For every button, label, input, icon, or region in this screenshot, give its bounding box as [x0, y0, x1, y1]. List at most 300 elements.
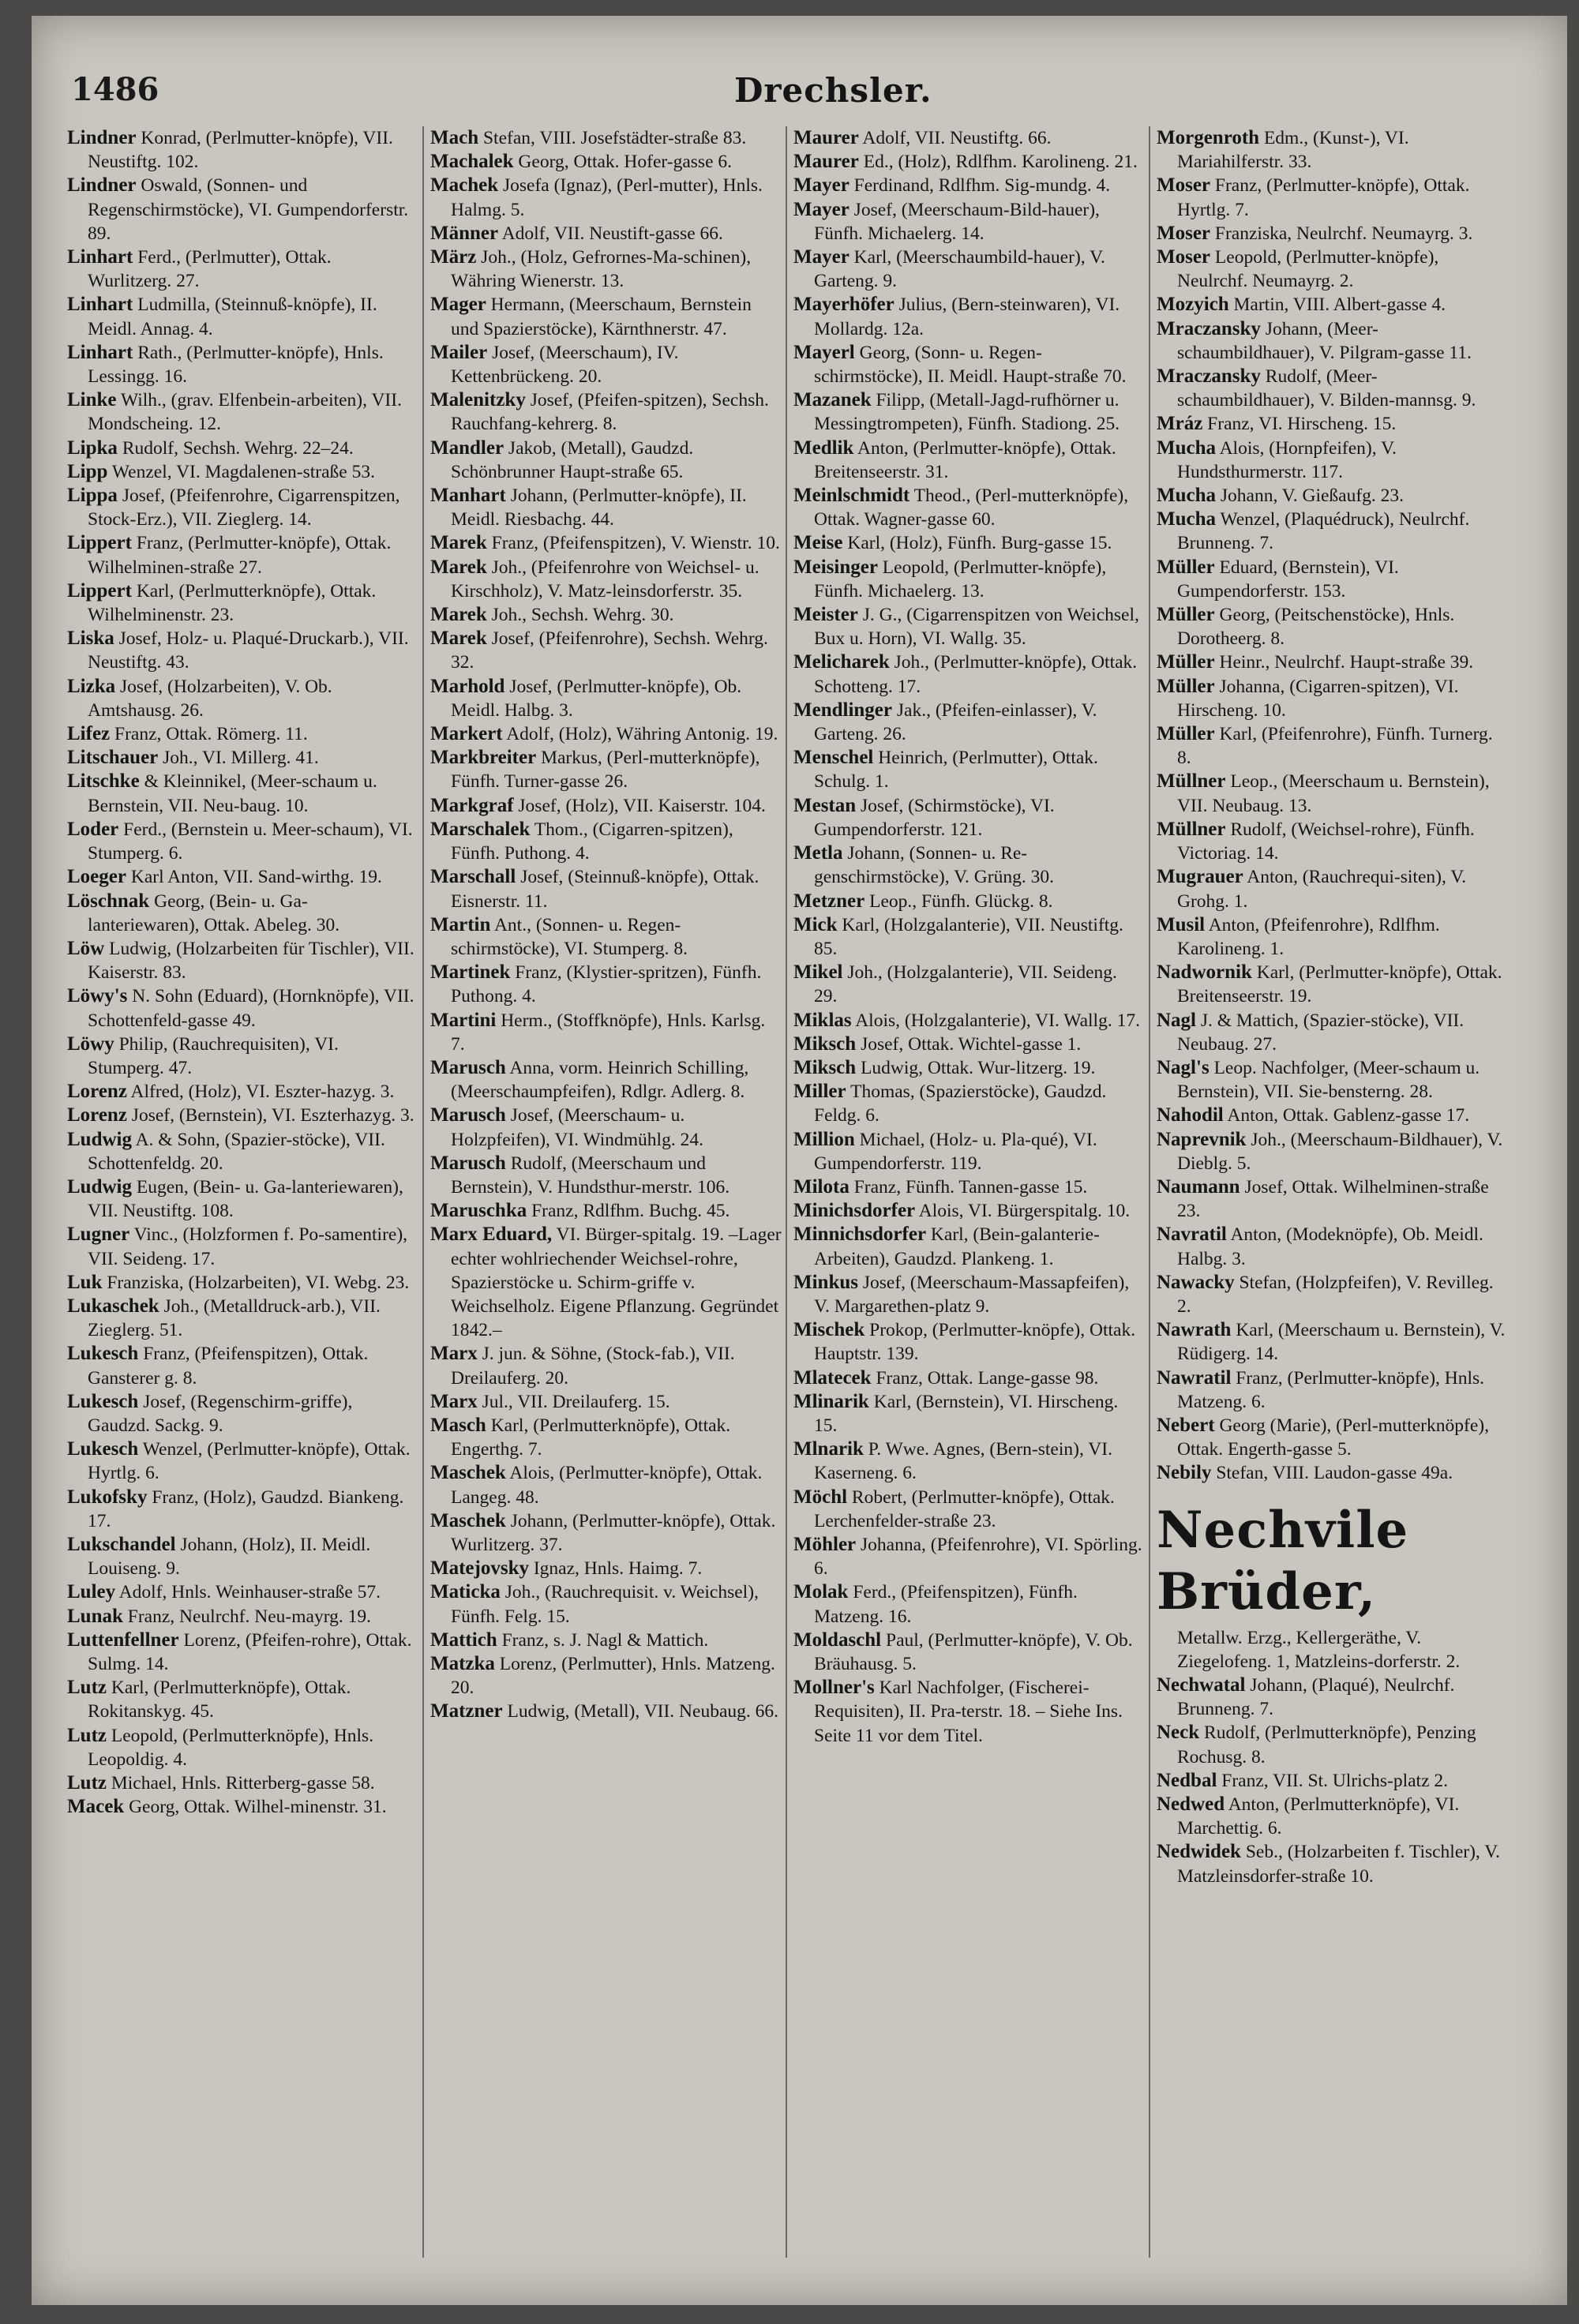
directory-entry — [1157, 484, 1508, 508]
entry-surname: Moser — [1157, 174, 1211, 197]
entry-details: Josef, (Schirmstöcke), VI. Gumpendorferstr. 121. — [814, 795, 1055, 840]
entry-details: Josef, (Steinnuß-knöpfe), Ottak. Eisnerstr. 11. — [451, 867, 759, 912]
entry-details: Adolf, VII. Neustiftg. 66. — [858, 128, 1052, 148]
entry-details: Georg, Ottak. Hofer-gasse 6. — [513, 152, 732, 173]
entry-details: Johann, (Meer-schaumbildhauer), V. Pilgram-gasse 11. — [1177, 318, 1472, 363]
entry-surname: Lukesch — [67, 1390, 139, 1412]
directory-entry — [793, 1676, 1145, 1748]
entry-details: Rath., (Perlmutter-knöpfe), Hnls. Lessingg. 16. — [88, 342, 384, 388]
directory-entry — [67, 984, 418, 1032]
entry-surname: Minnichsdorfer — [793, 1224, 927, 1246]
entry-surname: Meisinger — [793, 556, 878, 578]
entry-details: Joh., VI. Millerg. 41. — [158, 748, 319, 769]
entry-details: Josef, (Pfeifenrohre), Sechsh. Wehrg. 32. — [451, 628, 768, 673]
directory-entry — [430, 627, 782, 674]
entry-details: Anton, Ottak. Gablenz-gasse 17. — [1223, 1105, 1470, 1126]
entry-surname: Martini — [430, 1009, 497, 1031]
entry-surname: Löw — [67, 937, 105, 959]
entry-surname: Lippa — [67, 485, 118, 507]
entry-surname: Lorenz — [67, 1104, 127, 1126]
entry-details: Konrad, (Perlmutter-knöpfe), VII. Neustiftg. 102. — [88, 128, 393, 173]
entry-surname: Machek — [430, 174, 499, 197]
entry-surname: Mayer — [793, 198, 850, 220]
entry-details: Karl, (Holzgalanterie), VII. Neustiftg. 85. — [814, 914, 1123, 959]
entry-surname: Lippert — [67, 579, 132, 602]
entry-surname: Morgenroth — [1157, 127, 1260, 148]
entry-details: Franz, (Perlmutter-knöpfe), Hnls. Matzeng. 6. — [1177, 1367, 1485, 1412]
entry-details: Johann, (Perlmutter-knöpfe), Ottak. Wurlitzerg. 37. — [451, 1510, 776, 1555]
directory-entry — [430, 1629, 782, 1652]
entry-surname: Mozyich — [1157, 294, 1229, 316]
directory-entry — [430, 794, 782, 818]
entry-surname: Menschel — [793, 747, 874, 769]
entry-surname: Mayer — [793, 246, 850, 268]
entry-surname: Marschall — [430, 866, 516, 888]
directory-entry — [793, 174, 1145, 197]
directory-entry — [1157, 1318, 1508, 1366]
entry-details: Josef, (Pfeifenrohre, Cigarrenspitzen, Stock-Erz.), VII. Zieglerg. 14. — [88, 485, 400, 530]
entry-surname: Lindner — [67, 174, 137, 197]
directory-entry — [67, 388, 418, 436]
entry-details: Karl, (Bernstein), VI. Hirscheng. 15. — [814, 1391, 1119, 1436]
directory-entry — [67, 293, 418, 340]
entry-details: Josef, (Meerschaum-Massapfeifen), V. Margarethen-platz 9. — [814, 1272, 1130, 1317]
entry-surname: Linhart — [67, 294, 133, 316]
directory-entry — [430, 722, 782, 746]
directory-entry — [67, 1795, 418, 1819]
entry-details: Franz, VI. Hirscheng. 15. — [1202, 414, 1397, 435]
entry-details: Filipp, (Metall-Jagd-rufhörner u. Messingtrompeten), Fünfh. Stadiong. 25. — [814, 390, 1120, 435]
directory-entry — [1157, 1056, 1508, 1104]
entry-details: Alois, VI. Bürgerspitalg. 10. — [915, 1201, 1131, 1222]
entry-details: Karl, (Perlmutterknöpfe), Ottak. Wilhelminenstr. 23. — [88, 580, 377, 626]
directory-entry — [430, 913, 782, 961]
entry-details: Karl, (Meerschaumbild-hauer), V. Garteng. 9. — [814, 247, 1105, 292]
entry-details: Johanna, (Pfeifenrohre), VI. Spörling. 6. — [814, 1534, 1142, 1580]
entry-surname: Mazanek — [793, 389, 872, 411]
directory-entry — [793, 746, 1145, 793]
entry-surname: Loder — [67, 818, 119, 840]
entry-surname: Miksch — [793, 1056, 857, 1078]
directory-entry — [430, 388, 782, 436]
entry-surname: Möchl — [793, 1486, 848, 1508]
directory-entry — [1157, 556, 1508, 603]
entry-details: Franz, (Perlmutter-knöpfe), Ottak. Wilhelminen-straße 27. — [88, 533, 392, 578]
directory-entry — [793, 603, 1145, 650]
directory-entry — [1157, 126, 1508, 174]
entry-surname: Müller — [1157, 556, 1215, 578]
entry-details: Martin, VIII. Albert-gasse 4. — [1228, 294, 1446, 316]
entry-details: Anna, vorm. Heinrich Schilling, (Meerschaumpfeifen), Rdlgr. Adlerg. 8. — [451, 1057, 749, 1103]
directory-entry — [793, 293, 1145, 340]
entry-surname: Markert — [430, 723, 503, 745]
entry-details: Karl, (Pfeifenrohre), Fünfh. Turnerg. 8. — [1177, 724, 1493, 769]
entry-surname: Lukofsky — [67, 1486, 148, 1508]
entry-surname: Matejovsky — [430, 1557, 529, 1580]
entry-details: Rudolf, (Meerschaum und Bernstein), V. Hundsthur-merstr. 106. — [451, 1153, 730, 1198]
entry-details: Markus, (Perl-mutterknöpfe), Fünfh. Turner-gasse 26. — [451, 748, 760, 793]
entry-details: Georg (Marie), (Perl-mutterknöpfe), Ottak. Engerth-gasse 5. — [1177, 1415, 1489, 1460]
entry-details: Wilh., (grav. Elfenbein-arbeiten), VII. Mondscheing. 12. — [88, 390, 402, 435]
entry-details: Ferd., (Bernstein u. Meer-schaum), VI. Stumperg. 6. — [88, 819, 413, 864]
entry-surname: Nawrath — [1157, 1319, 1232, 1341]
entry-surname: Marek — [430, 556, 487, 578]
directory-entry — [67, 627, 418, 674]
entry-surname: Million — [793, 1128, 855, 1150]
entry-surname: Metla — [793, 842, 843, 864]
entry-details: Adolf, Hnls. Weinhauser-straße 57. — [115, 1582, 381, 1603]
entry-surname: Nebily — [1157, 1462, 1212, 1484]
entry-details: Franz, Ottak. Lange-gasse 98. — [871, 1367, 1099, 1389]
entry-details: Leopold, (Perlmutterknöpfe), Hnls. Leopoldig. 4. — [88, 1725, 374, 1770]
entry-surname: Mráz — [1157, 413, 1203, 435]
entry-details: Leopold, (Perlmutter-knöpfe), Fünfh. Michaelerg. 13. — [814, 557, 1107, 602]
directory-entry — [1157, 246, 1508, 293]
directory-entry — [793, 341, 1145, 388]
entry-surname: Mlinarik — [793, 1390, 869, 1412]
directory-entry — [67, 1629, 418, 1676]
directory-entry — [793, 1486, 1145, 1533]
directory-entry — [793, 1533, 1145, 1580]
directory-entry — [1157, 675, 1508, 722]
entry-details: J. & Mattich, (Spazier-stöcke), VII. Neubaug. 27. — [1177, 1010, 1465, 1055]
entry-surname: Loeger — [67, 866, 126, 888]
entry-surname: Müller — [1157, 604, 1215, 626]
entry-details: Hermann, (Meerschaum, Bernstein und Spazierstöcke), Kärnthnerstr. 47. — [451, 294, 752, 339]
entry-details: Anton, (Modeknöpfe), Ob. Meidl. Halbg. 3. — [1177, 1224, 1483, 1269]
entry-surname: Marusch — [430, 1152, 506, 1174]
entry-details: Ignaz, Hnls. Haimg. 7. — [528, 1558, 703, 1580]
entry-details: Edm., (Kunst-), VI. Mariahilferstr. 33. — [1177, 128, 1409, 173]
directory-entry — [793, 1009, 1145, 1033]
directory-entry — [793, 150, 1145, 174]
directory-entry — [67, 484, 418, 531]
directory-entry — [67, 579, 418, 627]
entry-surname: Moser — [1157, 246, 1211, 268]
entry-surname: Marhold — [430, 675, 505, 697]
directory-entry — [430, 961, 782, 1008]
directory-entry — [1157, 1175, 1508, 1223]
directory-entry — [67, 770, 418, 817]
column-3 — [793, 126, 1145, 2266]
entry-surname: Malenitzky — [430, 389, 526, 411]
directory-entry — [430, 246, 782, 293]
display-advertisement-name: Nechvile Brüder, — [1157, 1500, 1409, 1621]
entry-surname: Masch — [430, 1414, 486, 1436]
entry-details: Johann, V. Gießaufg. 23. — [1216, 485, 1405, 507]
entry-details: Paul, (Perlmutter-knöpfe), V. Ob. Bräuhausg. 5. — [814, 1629, 1133, 1674]
entry-details: Vinc., (Holzformen f. Po-samentire), VII. Seideng. 17. — [88, 1224, 408, 1269]
entry-details: Joh., Sechsh. Wehrg. 30. — [486, 605, 674, 626]
directory-entry — [430, 865, 782, 913]
entry-surname: Mailer — [430, 341, 488, 363]
entry-details: J. G., (Cigarrenspitzen von Weichsel, Bux u. Horn), VI. Wallg. 35. — [814, 605, 1139, 650]
entry-details: Thom., (Cigarren-spitzen), Fünfh. Puthong. 4. — [451, 819, 733, 864]
directory-entry — [430, 1461, 782, 1509]
entry-details: Theod., (Perl-mutterknöpfe), Ottak. Wagner-gasse 60. — [814, 485, 1129, 530]
entry-surname: Nedwed — [1157, 1794, 1225, 1815]
entry-surname: Marek — [430, 628, 487, 650]
entry-details: Joh., (Metalldruck-arb.), VII. Zieglerg. 51. — [88, 1295, 381, 1341]
entry-details: Ferd., (Perlmutter), Ottak. Wurlitzerg. 27. — [88, 247, 332, 292]
entry-details: Ludwig, (Holzarbeiten für Tischler), VII. Kaiserstr. 83. — [88, 938, 414, 984]
entry-details: Georg, (Sonn- u. Regen-schirmstöcke), II. Meidl. Haupt-straße 70. — [814, 342, 1127, 388]
entry-details: J. jun. & Söhne, (Stock-fab.), VII. Dreilauferg. 20. — [451, 1344, 735, 1389]
directory-entry — [1157, 412, 1508, 436]
directory-entry — [430, 1390, 782, 1414]
entry-surname: Mraczansky — [1157, 365, 1261, 388]
directory-entry — [793, 913, 1145, 961]
entry-surname: Löwy — [67, 1033, 114, 1055]
directory-entry — [430, 1700, 782, 1723]
entry-details: Georg, (Peitschenstöcke), Hnls. Dorotheerg. 8. — [1177, 605, 1455, 650]
directory-entry — [1157, 1009, 1508, 1056]
entry-details: Karl, (Meerschaum u. Bernstein), V. Rüdigerg. 14. — [1177, 1320, 1506, 1365]
directory-entry — [1157, 770, 1508, 817]
directory-entry — [793, 794, 1145, 842]
entry-surname: Müller — [1157, 675, 1215, 697]
entry-details: Julius, (Bern-steinwaren), VI. Mollardg. 12a. — [814, 294, 1120, 339]
entry-surname: Miklas — [793, 1009, 852, 1031]
entry-surname: Mlatecek — [793, 1366, 872, 1389]
entry-surname: Mayerl — [793, 341, 855, 363]
entry-surname: Löschnak — [67, 890, 150, 912]
directory-entry — [67, 1580, 418, 1604]
entry-surname: Lukaschek — [67, 1295, 159, 1317]
entry-surname: Mandler — [430, 437, 504, 459]
entry-details: Rudolf, Sechsh. Wehrg. 22–24. — [117, 437, 354, 459]
directory-entry — [430, 1223, 782, 1342]
entry-details: Josef, (Regenschirm-griffe), Gaudzd. Sackg. 9. — [88, 1391, 353, 1436]
entry-surname: Liska — [67, 628, 114, 650]
directory-entry — [793, 1033, 1145, 1056]
entry-details: Michael, Hnls. Ritterberg-gasse 58. — [107, 1773, 375, 1794]
directory-entry — [793, 198, 1145, 246]
entry-details: VI. Bürger-spitalg. 19. –Lager echter wohlriechender Weichsel-rohre, Spazierstöcke u. Schirm-griffe v. Weichselholz. Eigene Pflanzung. Gegründet 1842.– — [451, 1224, 782, 1341]
entry-surname: Mayer — [793, 174, 850, 197]
entry-surname: Maschek — [430, 1509, 506, 1531]
directory-entry — [1157, 961, 1508, 1008]
entry-surname: Müller — [1157, 723, 1215, 745]
entry-surname: Mendlinger — [793, 699, 892, 721]
entry-details: P. Wwe. Agnes, (Bern-stein), VI. Kaserneng. 6. — [814, 1439, 1112, 1484]
entry-details: Johann, (Holz), II. Meidl. Louiseng. 9. — [88, 1534, 371, 1580]
directory-entry — [1157, 1223, 1508, 1270]
directory-entry — [793, 650, 1145, 698]
directory-entry — [793, 1056, 1145, 1080]
entry-surname: Maschek — [430, 1462, 506, 1484]
entry-surname: Naumann — [1157, 1175, 1240, 1198]
entry-details: Josef, (Holz), VII. Kaiserstr. 104. — [513, 795, 766, 816]
entry-surname: Männer — [430, 222, 499, 244]
directory-entry — [67, 1605, 418, 1629]
entry-details: Franz, Neulrchf. Neu-mayrg. 19. — [122, 1606, 371, 1627]
entry-surname: Ludwig — [67, 1175, 132, 1198]
entry-surname: Mlnarik — [793, 1438, 864, 1460]
entry-details: & Kleinnikel, (Meer-schaum u. Bernstein, VII. Neu-baug. 10. — [88, 771, 377, 816]
entry-surname: Neck — [1157, 1722, 1200, 1744]
directory-entry — [430, 531, 782, 555]
entry-surname: Litschke — [67, 770, 140, 793]
directory-entry — [793, 1199, 1145, 1223]
entry-details: Wenzel, VI. Magdalenen-straße 53. — [107, 461, 375, 482]
entry-details: Karl, (Perlmutterknöpfe), Ottak. Rokitanskyg. 45. — [88, 1677, 351, 1722]
entry-surname: Martinek — [430, 961, 511, 984]
directory-entry — [67, 1033, 418, 1080]
entry-details: Karl, (Perlmutter-knöpfe), Ottak. Breitenseerstr. 19. — [1177, 962, 1502, 1007]
entry-surname: Miller — [793, 1081, 846, 1103]
directory-entry — [67, 531, 418, 579]
entry-surname: Matzner — [430, 1700, 503, 1722]
directory-entry — [67, 437, 418, 460]
entry-surname: Maruschka — [430, 1200, 527, 1222]
entry-details: Heinr., Neulrchf. Haupt-straße 39. — [1214, 652, 1474, 673]
entry-surname: Nadwornik — [1157, 961, 1252, 984]
directory-entry — [430, 341, 782, 388]
directory-entry — [1157, 1271, 1508, 1318]
entry-surname: Nawacky — [1157, 1271, 1235, 1293]
directory-entry — [430, 484, 782, 531]
directory-entry — [1157, 722, 1508, 770]
entry-surname: Lugner — [67, 1224, 130, 1246]
directory-entry — [1157, 293, 1508, 317]
column-rule — [1149, 126, 1150, 2258]
entry-details: A. & Sohn, (Spazier-stöcke), VII. Schottenfeldg. 20. — [88, 1129, 385, 1174]
entry-surname: Milota — [793, 1175, 850, 1198]
entry-surname: Markbreiter — [430, 747, 537, 769]
entry-details: Karl, (Bein-galanterie-Arbeiten), Gaudzd. Plankeng. 1. — [814, 1224, 1100, 1269]
entry-surname: Mischek — [793, 1319, 865, 1341]
directory-entry — [793, 890, 1145, 913]
entry-details: Seb., (Holzarbeiten f. Tischler), V. Matzleinsdorfer-straße 10. — [1177, 1842, 1501, 1887]
directory-entry — [1157, 1104, 1508, 1127]
entry-details: Josef, (Meerschaum-Bild-hauer), Fünfh. Michaelerg. 14. — [814, 199, 1100, 244]
entry-details: Ant., (Sonnen- u. Regen-schirmstöcke), VI. Stumperg. 8. — [451, 914, 688, 959]
entry-details: Leopold, (Perlmutter-knöpfe), Neulrchf. Neumayrg. 2. — [1177, 247, 1439, 292]
entry-details: Stefan, VIII. Laudon-gasse 49a. — [1211, 1463, 1453, 1484]
entry-surname: Möhler — [793, 1533, 857, 1555]
entry-details: Josef, Ottak. Wilhelminen-straße 23. — [1177, 1176, 1489, 1222]
directory-entry — [1157, 1769, 1508, 1793]
entry-surname: Luley — [67, 1581, 116, 1603]
entry-surname: Mager — [430, 294, 486, 316]
directory-entry — [793, 556, 1145, 603]
directory-entry — [67, 675, 418, 722]
entry-details: Josefa (Ignaz), (Perl-mutter), Hnls. Halmg. 5. — [451, 175, 763, 220]
entry-surname: Maurer — [793, 151, 859, 173]
directory-entry — [67, 341, 418, 388]
directory-entry — [793, 1175, 1145, 1199]
entry-surname: Miksch — [793, 1033, 857, 1055]
entry-details: Karl Nachfolger, (Fischerei-Requisiten), II. Pra-terstr. 18. – Siehe Ins. Seite 11 vor dem Titel. — [814, 1677, 1123, 1746]
entry-details: Anton, (Perlmutterknöpfe), VI. Marchettig. 6. — [1177, 1794, 1460, 1839]
directory-entry — [1157, 865, 1508, 913]
entry-surname: Lutz — [67, 1724, 107, 1746]
entry-surname: Macek — [67, 1796, 125, 1818]
entry-details: Franz, (Holz), Gaudzd. Biankeng. 17. — [88, 1486, 404, 1531]
entry-details: Johanna, (Cigarren-spitzen), VI. Hirscheng. 10. — [1177, 676, 1459, 721]
entry-surname: Mugrauer — [1157, 866, 1243, 888]
entry-surname: Mollner's — [793, 1677, 875, 1699]
directory-entry — [793, 1366, 1145, 1390]
directory-entry — [793, 842, 1145, 889]
entry-details: Rudolf, (Perlmutterknöpfe), Penzing Rochusg. 8. — [1177, 1722, 1476, 1767]
entry-details: Heinrich, (Perlmutter), Ottak. Schulg. 1. — [814, 748, 1098, 793]
directory-entry — [1157, 437, 1508, 484]
entry-surname: Marschalek — [430, 818, 531, 840]
entry-details: Ludmilla, (Steinnuß-knöpfe), II. Meidl. Annag. 4. — [88, 294, 377, 339]
directory-entry — [793, 1128, 1145, 1175]
entry-details: Franz, (Pfeifenspitzen), Ottak. Gansterer g. 8. — [88, 1344, 369, 1389]
entry-details: Franziska, Neulrchf. Neumayrg. 3. — [1210, 223, 1473, 244]
entry-surname: Mucha — [1157, 437, 1216, 459]
entry-surname: Manhart — [430, 485, 506, 507]
directory-entry — [793, 961, 1145, 1008]
directory-entry — [793, 1080, 1145, 1127]
entry-details: Joh., (Perlmutter-knöpfe), Ottak. Schotteng. 17. — [814, 652, 1138, 697]
entry-surname: Minichsdorfer — [793, 1200, 916, 1222]
entry-surname: Lunak — [67, 1605, 123, 1627]
entry-surname: Meinlschmidt — [793, 485, 910, 507]
directory-entry — [1157, 1793, 1508, 1840]
directory-entry — [1157, 603, 1508, 650]
entry-surname: Marx — [430, 1343, 478, 1365]
directory-entry — [430, 818, 782, 865]
entry-surname: Mattich — [430, 1629, 497, 1651]
directory-entry — [67, 1128, 418, 1175]
directory-entry — [1157, 1366, 1508, 1414]
entry-details: Eduard, (Bernstein), VI. Gumpendorferstr. 153. — [1177, 557, 1399, 602]
entry-details: Joh., (Rauchrequisit. v. Weichsel), Fünfh. Felg. 15. — [451, 1582, 759, 1627]
entry-surname: Machalek — [430, 151, 514, 173]
entry-surname: Mach — [430, 127, 479, 148]
directory-entry — [67, 1724, 418, 1771]
entry-surname: Melicharek — [793, 651, 890, 673]
entry-details: Karl, (Holz), Fünfh. Burg-gasse 15. — [842, 533, 1112, 554]
entry-details: Eugen, (Bein- u. Ga-lanteriewaren), VII. Neustiftg. 108. — [88, 1176, 403, 1222]
directory-entry — [430, 603, 782, 627]
entry-details: Leop., Fünfh. Glückg. 8. — [865, 890, 1053, 912]
directory-entry — [1157, 1461, 1508, 1485]
entry-details: Josef, Ottak. Wichtel-gasse 1. — [856, 1033, 1082, 1055]
entry-details: Michael, (Holz- u. Pla-qué), VI. Gumpendorferstr. 119. — [814, 1129, 1097, 1174]
entry-details: Georg, (Bein- u. Ga-lanteriewaren), Ottak. Abeleg. 30. — [88, 890, 340, 935]
directory-entry — [1157, 818, 1508, 865]
entry-surname: Medlik — [793, 437, 854, 459]
entry-details: Josef, (Holzarbeiten), V. Ob. Amtshausg. 26. — [88, 676, 332, 721]
directory-entry — [793, 484, 1145, 531]
page-header — [71, 71, 1540, 118]
directory-entry — [430, 222, 782, 246]
entry-surname: Luk — [67, 1271, 103, 1293]
directory-entry — [430, 675, 782, 722]
entry-surname: Müller — [1157, 651, 1215, 673]
entry-details: Ferd., (Pfeifenspitzen), Fünfh. Matzeng. 16. — [814, 1582, 1078, 1627]
entry-surname: Nebert — [1157, 1414, 1215, 1436]
entry-details: N. Sohn (Eduard), (Hornknöpfe), VII. Schottenfeld-gasse 49. — [88, 986, 414, 1031]
entry-surname: Litschauer — [67, 747, 159, 769]
directory-entry — [430, 126, 782, 150]
directory-entry — [793, 1390, 1145, 1438]
entry-surname: Luttenfellner — [67, 1629, 179, 1651]
entry-details: Alois, (Holzgalanterie), VI. Wallg. 17. — [851, 1010, 1140, 1031]
directory-entry — [67, 937, 418, 984]
entry-surname: Naprevnik — [1157, 1128, 1247, 1150]
entry-details: Joh., (Pfeifenrohre von Weichsel- u. Kirschholz), V. Matz-leinsdorferstr. 35. — [451, 557, 759, 602]
entry-surname: Lorenz — [67, 1081, 127, 1103]
entry-surname: Marusch — [430, 1104, 506, 1126]
entry-surname: Marx — [430, 1390, 478, 1412]
